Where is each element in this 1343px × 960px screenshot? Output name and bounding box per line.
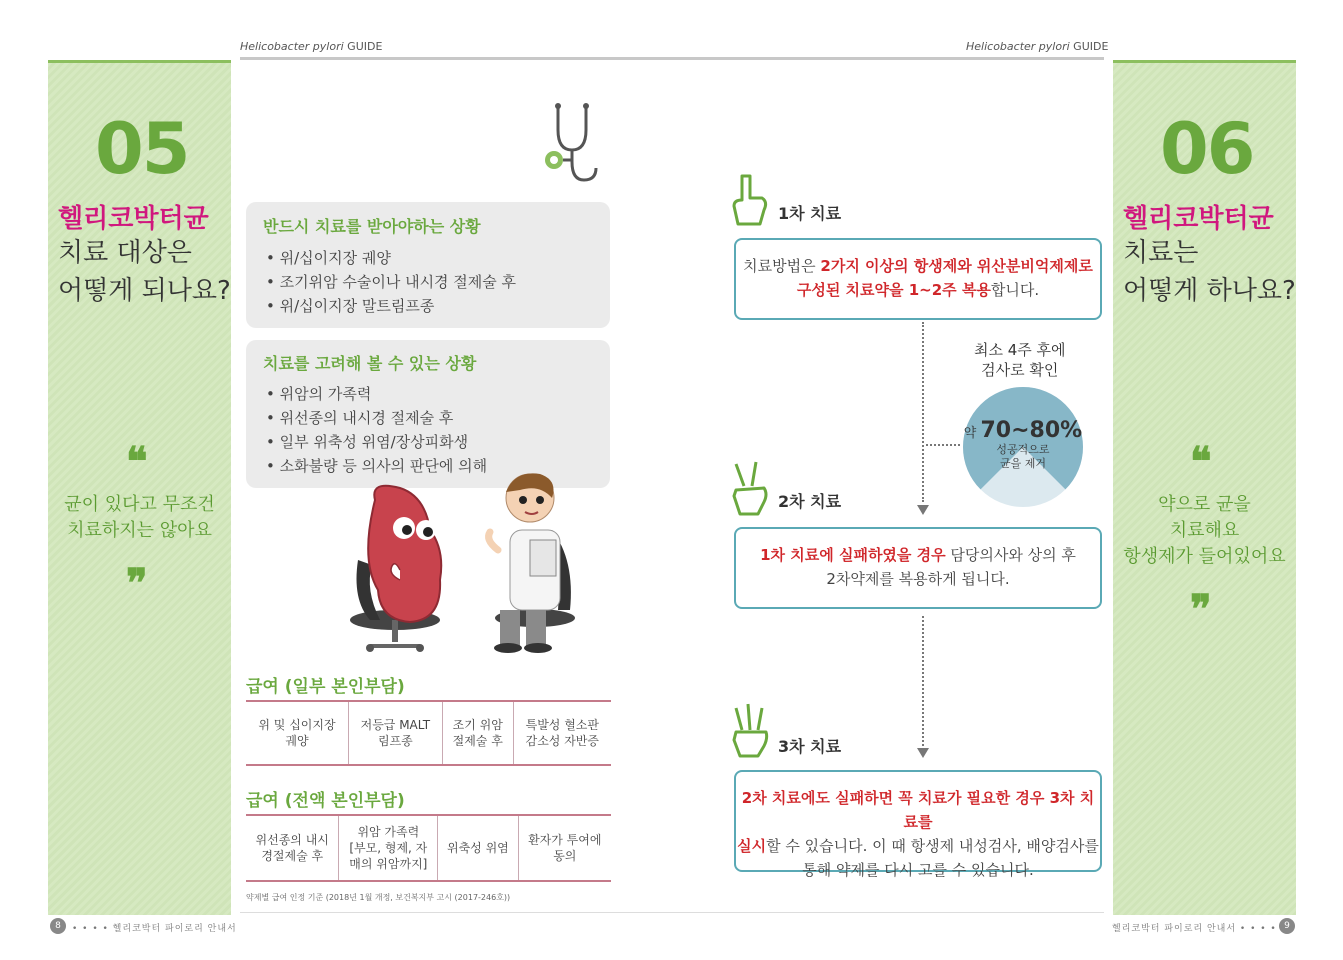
list-item: • 위/십이지장 궤양	[266, 249, 391, 267]
left-quote-line2: 치료하지는 않아요	[67, 520, 212, 541]
three-finger-hand-icon	[728, 702, 772, 760]
page-footer-right: 헬리코박터 파이로리 안내서 • • • •	[1112, 924, 1277, 934]
table-cell: 저등급 MALT 림프종	[348, 701, 442, 765]
pie-label: 약 70~80% 성공적으로 균을 제거	[963, 418, 1083, 470]
header-rule	[240, 57, 1104, 60]
left-title-highlight: 헬리코박터균	[58, 204, 209, 234]
right-quote-open-icon: ❝	[1190, 438, 1212, 485]
partial-pay-title: 급여 (일부 본인부담)	[246, 677, 405, 697]
stethoscope-icon	[540, 100, 604, 190]
right-quote-close-icon: ❞	[1190, 586, 1212, 633]
must-treat-list	[266, 246, 516, 318]
step1-box: 치료방법은 2가지 이상의 항생제와 위산분비억제제로 구성된 치료약을 1~2주 복용합니다.	[734, 238, 1102, 320]
left-title-line3: 어떻게 되나요?	[58, 276, 231, 306]
connector-1-2	[922, 322, 924, 502]
full-pay-title: 급여 (전액 본인부담)	[246, 791, 405, 811]
stomach-doctor-illustration	[330, 470, 590, 660]
list-item: • 조기위암 수술이나 내시경 절제술 후	[266, 273, 517, 291]
full-pay-table	[246, 814, 611, 882]
list-item: • 소화불량 등 의사의 판단에 의해	[266, 457, 488, 475]
footnote: 약제별 급여 인정 기준 (2018년 1월 개정, 보건복지부 고시 (2017-246호))	[246, 893, 511, 902]
right-title-highlight: 헬리코박터균	[1123, 204, 1274, 234]
left-header: Helicobacter pylori GUIDE	[240, 40, 383, 53]
left-quote-line1: 균이 있다고 무조건	[64, 494, 215, 515]
one-finger-hand-icon	[728, 172, 770, 230]
table-cell: 조기 위암 절제술 후	[442, 701, 513, 765]
pie-connector	[926, 444, 960, 446]
table-cell: 환자가 투여에 동의	[518, 815, 611, 881]
left-quote-close-icon: ❞	[126, 560, 148, 607]
right-header: Helicobacter pylori GUIDE	[966, 40, 1109, 53]
list-item: • 위암의 가족력	[266, 385, 372, 403]
step2-box: 1차 치료에 실패하였을 경우 담당의사와 상의 후 2차약제를 복용하게 됩니다.	[734, 527, 1102, 609]
table-cell: 위축성 위염	[438, 815, 518, 881]
right-title-line3: 어떻게 하나요?	[1123, 276, 1296, 306]
step1-label: 1차 치료	[778, 204, 842, 223]
step3-box: 2차 치료에도 실패하면 꼭 치료가 필요한 경우 3차 치료를 실시할 수 있습니다. 이 때 항생제 내성검사, 배양검사를 통해 약제를 다시 고를 수 있습니다.	[734, 770, 1102, 872]
check-text: 최소 4주 후에 검사로 확인	[974, 341, 1066, 379]
footer-rule	[240, 912, 1104, 913]
page-footer-left: • • • • 헬리코박터 파이로리 안내서	[72, 924, 237, 934]
arrow-down-icon	[917, 505, 929, 515]
right-quote-line1: 약으로 균을	[1158, 494, 1251, 515]
list-item: • 일부 위축성 위염/장상피화생	[266, 433, 469, 451]
consider-treat-title: 치료를 고려해 볼 수 있는 상황	[263, 354, 477, 373]
right-title-line2: 치료는	[1123, 238, 1199, 268]
left-quote-text	[48, 492, 231, 544]
step3-label: 3차 치료	[778, 737, 842, 756]
page-number-left: 8	[50, 918, 66, 934]
list-item: • 위/십이지장 말트림프종	[266, 297, 435, 315]
arrow-down-icon	[917, 748, 929, 758]
right-quote-line3: 항생제가 들어있어요	[1123, 546, 1286, 567]
left-title-line2: 치료 대상은	[58, 238, 192, 268]
table-cell: 위 및 십이지장 궤양	[258, 718, 336, 748]
table-cell: 특발성 혈소판 감소성 자반증	[513, 701, 611, 765]
must-treat-title: 반드시 치료를 받아야하는 상황	[263, 217, 481, 236]
two-finger-hand-icon	[728, 460, 772, 518]
section-number-06: 06	[1160, 108, 1254, 190]
section-number-05: 05	[95, 108, 189, 190]
connector-2-3	[922, 616, 924, 746]
table-cell: 위암 가족력 [부모, 형제, 자 매의 위암까지]	[339, 815, 438, 881]
page-number-right: 9	[1279, 918, 1295, 934]
partial-pay-table	[246, 700, 611, 766]
right-quote-text	[1113, 492, 1296, 570]
right-quote-line2: 치료해요	[1169, 520, 1240, 541]
left-quote-open-icon: ❝	[126, 438, 148, 485]
list-item: • 위선종의 내시경 절제술 후	[266, 409, 454, 427]
table-cell: 위선종의 내시 경절제술 후	[255, 833, 329, 863]
step2-label: 2차 치료	[778, 492, 842, 511]
consider-treat-list	[266, 382, 487, 478]
